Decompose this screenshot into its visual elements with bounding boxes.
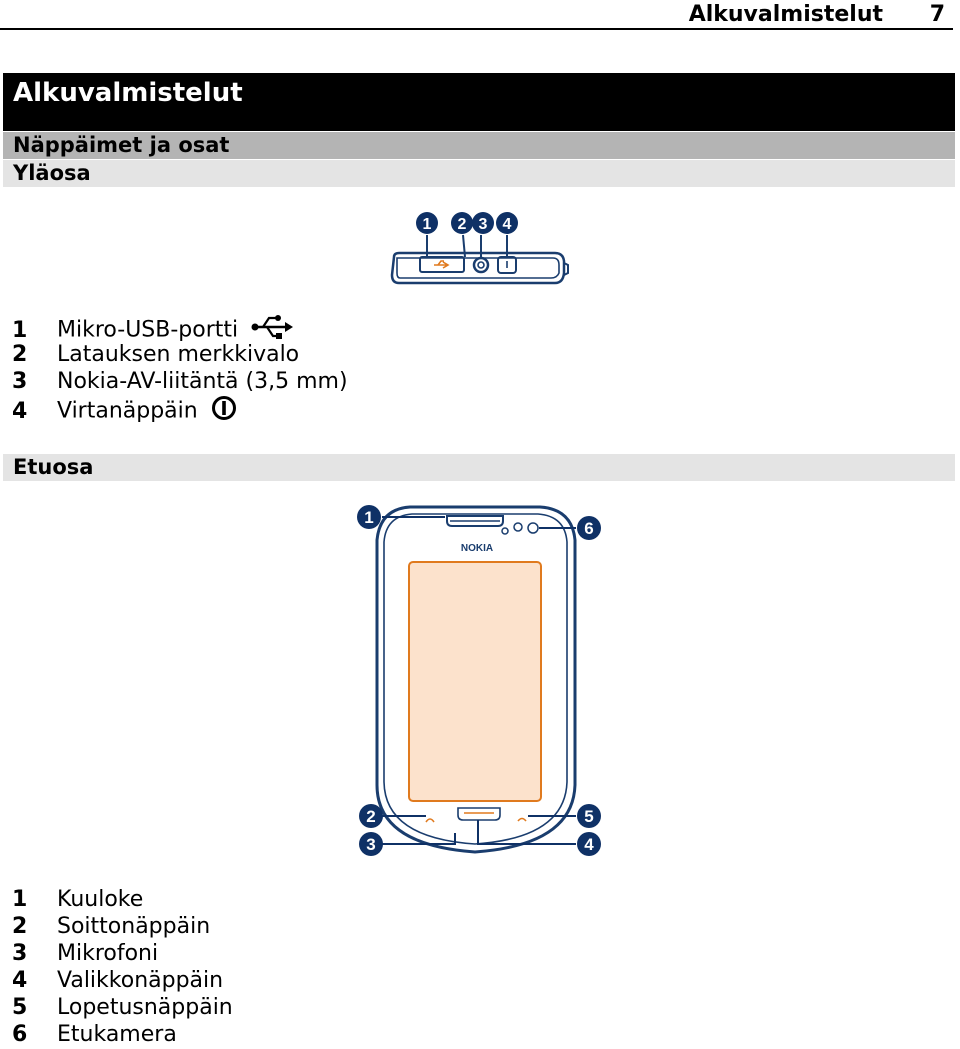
item-number: 2 bbox=[12, 342, 28, 367]
chapter-heading: Alkuvalmistelut bbox=[13, 78, 243, 108]
top-callout-label: 4 bbox=[502, 216, 512, 233]
item-number: 1 bbox=[12, 317, 28, 343]
item-label: Nokia-AV-liitäntä (3,5 mm) bbox=[57, 369, 348, 394]
list-item bbox=[12, 886, 233, 913]
item-number: 6 bbox=[12, 1022, 28, 1047]
section-heading-bar bbox=[3, 132, 955, 159]
list-item bbox=[12, 913, 233, 940]
running-head-title: Alkuvalmistelut bbox=[688, 2, 883, 27]
front-callout-label: 6 bbox=[584, 519, 594, 538]
list-item bbox=[12, 1021, 233, 1048]
list-item bbox=[12, 395, 348, 422]
front-callout-label: 5 bbox=[584, 807, 594, 826]
item-number: 5 bbox=[12, 995, 28, 1020]
top-view-parts-list bbox=[12, 314, 348, 422]
top-callout-label: 1 bbox=[422, 216, 432, 233]
item-label: Lopetusnäppäin bbox=[57, 995, 233, 1020]
list-item bbox=[12, 341, 348, 368]
phone-screen bbox=[409, 562, 541, 801]
item-number: 3 bbox=[12, 941, 28, 966]
item-label: Etukamera bbox=[57, 1022, 177, 1047]
item-number: 2 bbox=[12, 914, 28, 939]
list-item bbox=[12, 314, 348, 341]
top-view-heading-bar bbox=[3, 160, 955, 187]
item-label: Mikro-USB-portti bbox=[57, 317, 239, 343]
item-number: 3 bbox=[12, 369, 28, 394]
item-label: Soittonäppäin bbox=[57, 914, 211, 939]
front-view-heading: Etuosa bbox=[13, 455, 94, 479]
list-item bbox=[12, 994, 233, 1021]
power-icon bbox=[211, 395, 237, 428]
item-number: 4 bbox=[12, 968, 28, 993]
running-head bbox=[0, 0, 953, 30]
top-view-heading: Yläosa bbox=[13, 161, 91, 185]
item-number: 1 bbox=[12, 887, 28, 912]
item-label: Valikkonäppäin bbox=[57, 968, 224, 993]
chapter-heading-bar bbox=[3, 73, 955, 131]
list-item bbox=[12, 967, 233, 994]
list-item bbox=[12, 368, 348, 395]
top-callout-label: 3 bbox=[478, 216, 488, 233]
list-item bbox=[12, 940, 233, 967]
page-number: 7 bbox=[929, 2, 945, 27]
item-number: 4 bbox=[12, 398, 28, 424]
phone-front-view-diagram bbox=[350, 500, 610, 865]
top-callout-label: 2 bbox=[457, 216, 467, 233]
item-label: Latauksen merkkivalo bbox=[57, 342, 300, 367]
phone-top-view-diagram bbox=[385, 205, 575, 290]
front-view-parts-list bbox=[12, 886, 233, 1048]
front-callout-label: 2 bbox=[366, 807, 376, 826]
front-callout-label: 1 bbox=[364, 508, 374, 527]
front-view-heading-bar bbox=[3, 454, 955, 481]
nokia-brand-text: NOKIA bbox=[460, 543, 494, 554]
section-heading: Näppäimet ja osat bbox=[13, 133, 230, 157]
front-callout-label: 4 bbox=[584, 835, 594, 854]
front-callout-label: 3 bbox=[366, 835, 376, 854]
item-label: Virtanäppäin bbox=[57, 398, 198, 424]
item-label: Mikrofoni bbox=[57, 941, 159, 966]
item-label: Kuuloke bbox=[57, 887, 144, 912]
